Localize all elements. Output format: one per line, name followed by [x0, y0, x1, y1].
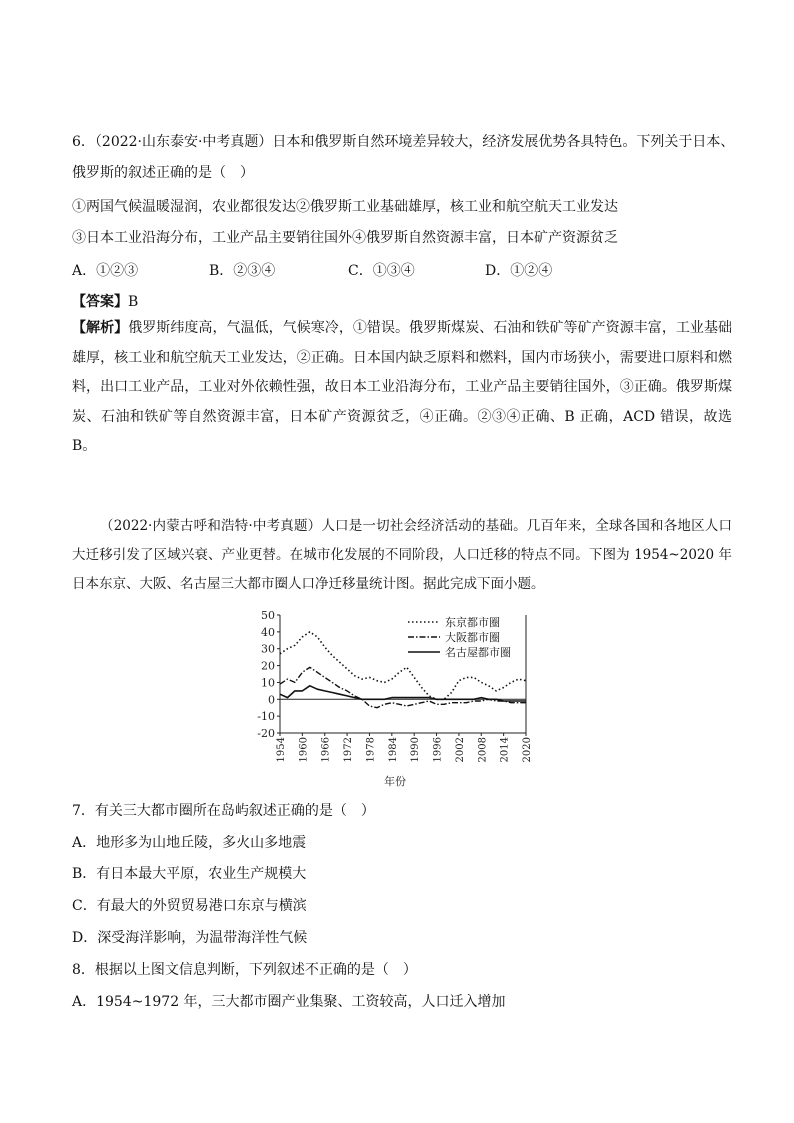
answer-tag: 【答案】 — [72, 294, 128, 310]
q6-option-b: B．②③④ — [209, 263, 276, 279]
y-tick-label: 40 — [261, 625, 275, 639]
x-tick-label: 1996 — [432, 737, 444, 763]
analysis-tag: 【解析】 — [72, 320, 129, 336]
q6-statement-2: ③日本工业沿海分布，工业产品主要销往国外④俄罗斯自然资源丰富，日本矿产资源贫乏 — [72, 230, 618, 246]
migration-chart — [248, 605, 538, 795]
y-tick-label: 50 — [261, 609, 275, 622]
q7-option-d: D．深受海洋影响，为温带海洋性气候 — [72, 930, 308, 946]
q6-option-d: D．①②④ — [485, 263, 553, 279]
q6-stem-line2: 俄罗斯的叙述正确的是（ ） — [72, 165, 254, 181]
chart-legend — [408, 615, 511, 659]
x-tick-label: 1954 — [276, 737, 287, 763]
y-tick-label: -10 — [257, 710, 275, 724]
x-axis-label: 年份 — [384, 775, 406, 788]
q7-8-intro: （2022·内蒙古呼和浩特·中考真题）人口是一切社会经济活动的基础。几百年来，全球各国和各地区人口大迁移引发了区域兴衰、产业更替。在城市化发展的不同阶段，人口迁移的特点不同。下图为 1954~2020 年日本东京、大阪、名古屋三大都市圈人口净迁移量统计图。据此完成下面小题。 — [72, 518, 732, 592]
q8-option-a: A．1954~1972 年，三大都市圈产业集聚、工资较高，人口迁入增加 — [72, 994, 506, 1010]
q6-option-c: C．①③④ — [348, 263, 415, 279]
legend-label-1: 东京都市圈 — [445, 616, 500, 629]
x-tick-label: 2014 — [499, 737, 511, 763]
x-tick-label: 1960 — [298, 737, 310, 763]
q7-option-b: B．有日本最大平原，农业生产规模大 — [72, 866, 307, 882]
y-tick-label: 20 — [261, 659, 275, 673]
q7-stem: 7．有关三大都市圈所在岛屿叙述正确的是（ ） — [72, 803, 375, 819]
legend-label-2: 大阪都市圈 — [445, 631, 500, 644]
x-tick-label: 1984 — [387, 737, 399, 763]
series-line-2 — [280, 667, 526, 707]
y-tick-label: 10 — [261, 676, 275, 690]
q6-option-a: A．①②③ — [72, 263, 139, 279]
x-tick-label: 1966 — [320, 737, 332, 763]
q6-statement-1: ①两国气候温暖湿润，农业都很发达②俄罗斯工业基础雄厚，核工业和航空航天工业发达 — [72, 199, 618, 215]
x-tick-label: 2008 — [477, 737, 489, 763]
x-tick-label: 1972 — [343, 737, 355, 763]
q8-stem: 8．根据以上图文信息判断，下列叙述不正确的是（ ） — [72, 962, 417, 978]
x-tick-label: 2002 — [454, 737, 466, 763]
q6-answer — [72, 292, 138, 312]
x-tick-label: 1990 — [410, 737, 422, 763]
analysis-text: 俄罗斯纬度高，气温低，气候寒冷，①错误。俄罗斯煤炭、石油和铁矿等矿产资源丰富，工业基础雄厚，核工业和航空航天工业发达，②正确。日本国内缺乏原料和燃料，国内市场狭小，需要进口原料和燃料，出口工业产品，工业对外依赖性强，故日本工业沿海分布，工业产品主要销往国外，③正确。俄罗斯煤炭、石油和铁矿等自然资源丰富，日本矿产资源贫乏，④正确。②③④正确、B 正确，ACD 错误，故选 B。 — [72, 320, 733, 454]
answer-value: B — [128, 294, 139, 310]
legend-label-3: 名古屋都市圈 — [445, 646, 511, 659]
y-tick-label: -20 — [257, 727, 275, 740]
x-tick-label: 1978 — [365, 737, 377, 763]
q7-option-c: C．有最大的外贸贸易港口东京与横滨 — [72, 898, 307, 914]
y-tick-label: 0 — [268, 693, 275, 707]
q6-analysis — [72, 314, 732, 462]
y-tick-label: 30 — [261, 642, 275, 656]
q6-stem-line1: 6．（2022·山东泰安·中考真题）日本和俄罗斯自然环境差异较大，经济发展优势各具特色。下列关于日本、 — [72, 134, 735, 150]
q7-option-a: A．地形多为山地丘陵，多火山多地震 — [72, 835, 307, 851]
series-line-3 — [280, 686, 526, 701]
x-tick-label: 2020 — [522, 737, 533, 763]
